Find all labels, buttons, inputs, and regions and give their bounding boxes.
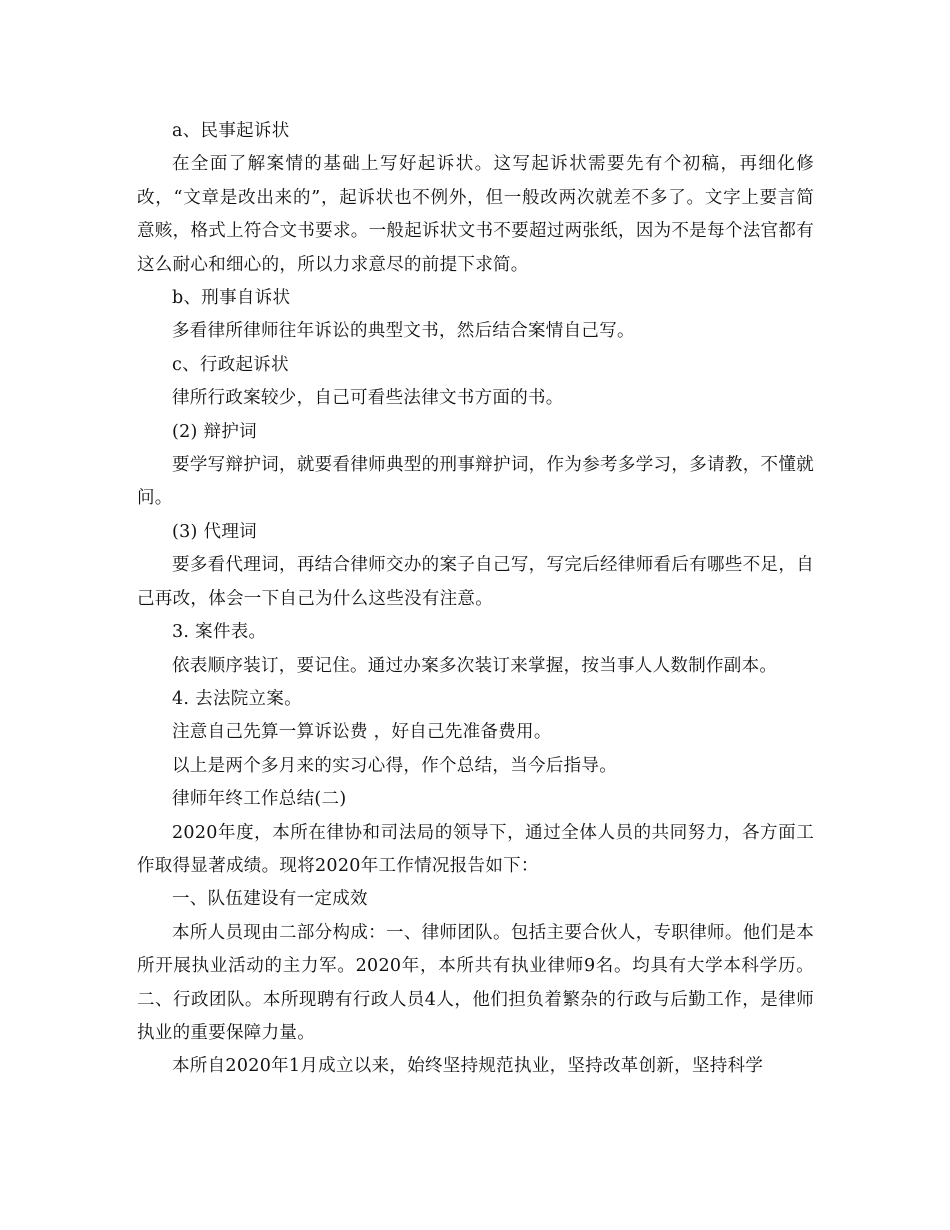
paragraph-summary: 以上是两个多月来的实习心得，作个总结，当今后指导。 <box>172 755 617 776</box>
subheading-team-building: 一、队伍建设有一定成效 <box>172 889 368 910</box>
paragraph-civil-complaint: 在全面了解案情的基础上写好起诉状。这写起诉状需要先有个初稿，再细化修改，“文章是改出来的”，起诉状也不例外，但一般改两次就差不多了。文字上要言简意赅，格式上符合文书要求。一般起诉状文书不要超过两张纸，因为不是每个法官都有这么耐心和细心的，所以力求意尽的前提下求简。 <box>137 154 814 275</box>
subheading-defense-statement: (2) 辩护词 <box>172 421 257 442</box>
subheading-court-filing: 4. 去法院立案。 <box>172 688 302 709</box>
paragraph-defense-statement: 要学写辩护词，就要看律师典型的刑事辩护词，作为参考多学习，多请教，不懂就问。 <box>137 455 814 509</box>
section-title: 律师年终工作总结(二) <box>172 789 347 810</box>
paragraph-case-form: 依表顺序装订，要记住。通过办案多次装订来掌握，按当事人人数制作副本。 <box>172 655 778 676</box>
paragraph-criminal-complaint: 多看律所律师往年诉讼的典型文书，然后结合案情自己写。 <box>172 321 635 342</box>
document-body <box>137 115 814 1084</box>
subheading-civil-complaint: a、民事起诉状 <box>172 121 290 141</box>
subheading-case-form: 3. 案件表。 <box>172 622 267 643</box>
paragraph-firm-history: 本所自2020年1月成立以来，始终坚持规范执业，坚持改革创新，坚持科学 <box>172 1056 764 1077</box>
paragraph-team-composition: 本所人员现由二部分构成：一、律师团队。包括主要合伙人，专职律师。他们是本所开展执业活动的主力军。2020年，本所共有执业律师9名。均具有大学本科学历。二、行政团队。本所现聘有行政人员4人，他们担负着繁杂的行政与后勤工作，是律师执业的重要保障力量。 <box>137 922 814 1043</box>
paragraph-administrative-complaint: 律所行政案较少，自己可看些法律文书方面的书。 <box>172 388 564 409</box>
paragraph-annual-intro: 2020年度，本所在律协和司法局的领导下，通过全体人员的共同努力，各方面工作取得显著成绩。现将2020年工作情况报告如下： <box>137 822 814 876</box>
subheading-agency-statement: (3) 代理词 <box>172 521 257 542</box>
subheading-administrative-complaint: c、行政起诉状 <box>172 354 289 375</box>
paragraph-agency-statement: 要多看代理词，再结合律师交办的案子自己写，写完后经律师看后有哪些不足，自己再改，体会一下自己为什么这些没有注意。 <box>137 555 814 609</box>
subheading-criminal-complaint: b、刑事自诉状 <box>172 288 291 309</box>
paragraph-court-filing: 注意自己先算一算诉讼费 ，好自己先准备费用。 <box>172 722 552 743</box>
